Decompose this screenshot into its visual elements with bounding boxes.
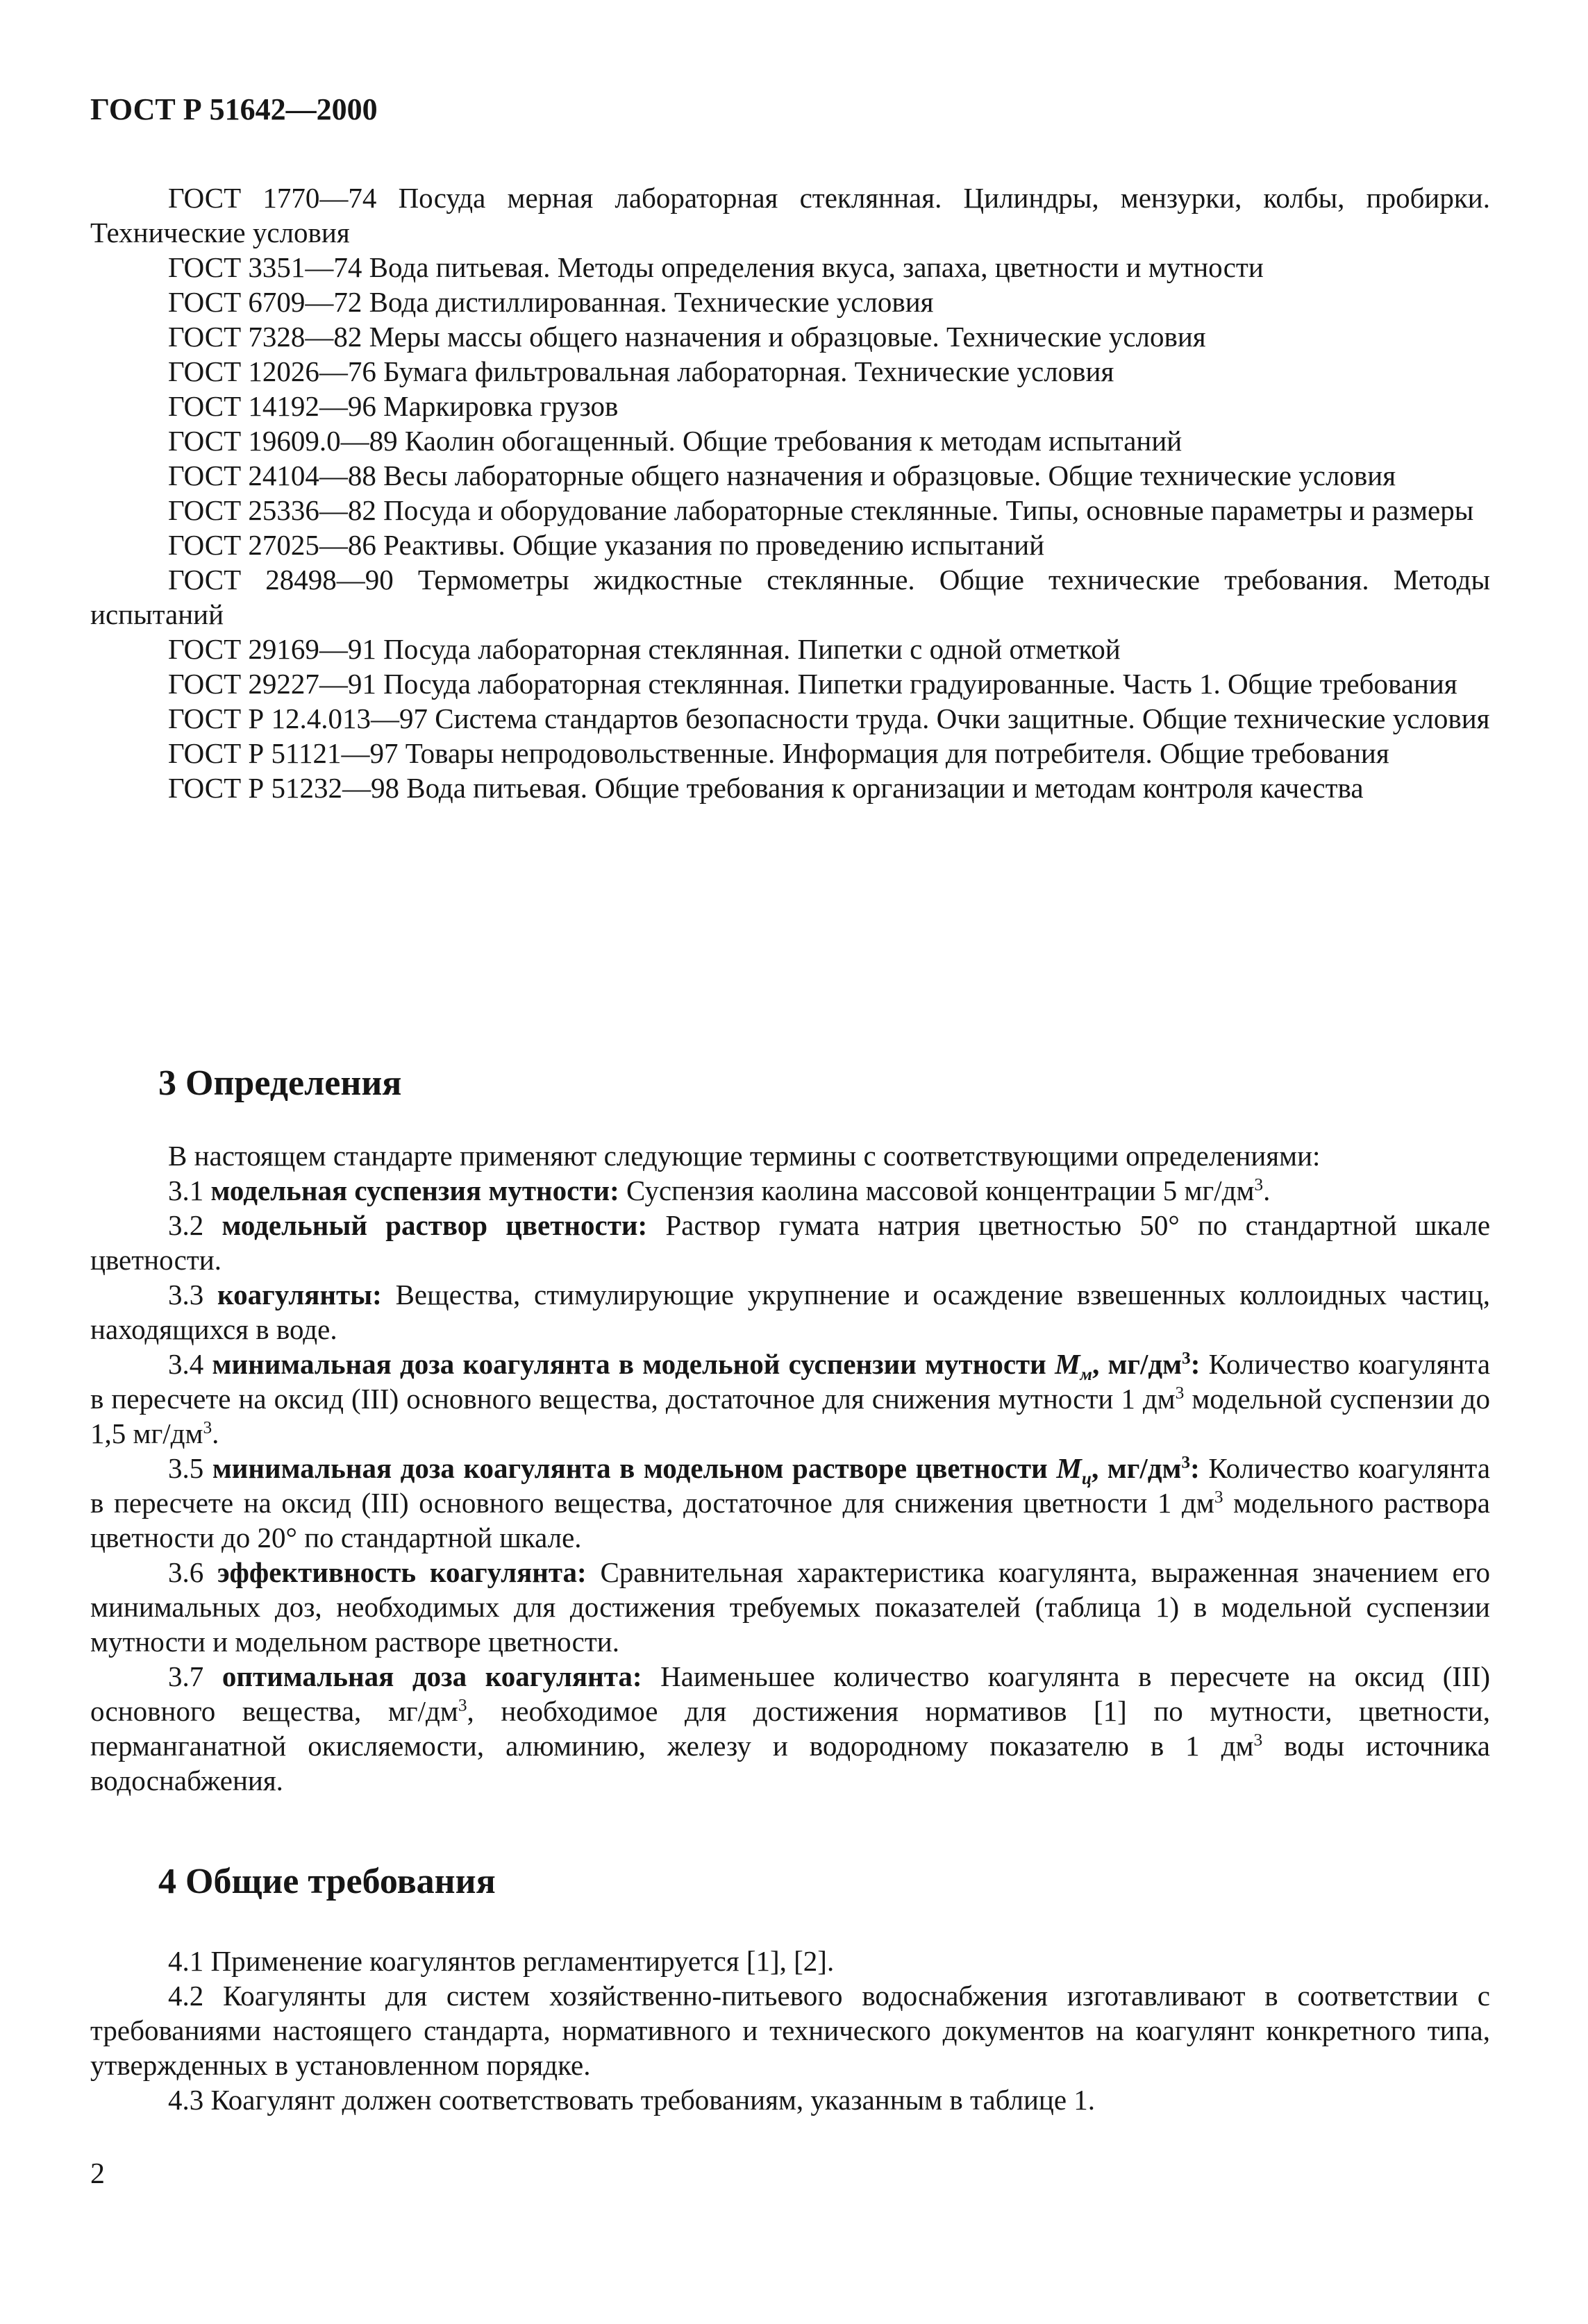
reference-item: ГОСТ 3351—74 Вода питьевая. Методы определения вкуса, запаха, цветности и мутности bbox=[168, 251, 1264, 283]
reference-item: ГОСТ 19609.0—89 Каолин обогащенный. Общие требования к методам испытаний bbox=[168, 425, 1182, 457]
symbol-subscript: ц bbox=[1081, 1469, 1092, 1489]
definition-term: модельная суспензия мутности: bbox=[210, 1174, 619, 1206]
superscript: 3 bbox=[203, 1417, 212, 1438]
symbol: М bbox=[1056, 1452, 1082, 1484]
definitions-intro: В настоящем стандарте применяют следующие термины с соответствующими определениями: bbox=[168, 1140, 1321, 1172]
normative-references-list bbox=[90, 180, 1490, 805]
requirement-item: 4.3 Коагулянт должен соответствовать требованиям, указанным в таблице 1. bbox=[168, 2084, 1096, 2116]
definition-text: Количество коагулянта в пересчете на оксид (III) основного вещества, достаточное для снижения цветности 1 дм bbox=[90, 1452, 1491, 1519]
requirements-section bbox=[90, 1944, 1490, 2117]
unit-label: , мг/дм bbox=[1091, 1452, 1182, 1484]
reference-item: ГОСТ 24104—88 Весы лабораторные общего назначения и образцовые. Общие технические условия bbox=[168, 460, 1396, 491]
definition-text: Сравнительная характеристика коагулянта, выраженная значением его минимальных доз, необходимых для достижения требуемых показателей (таблица 1) в модельной суспензии мутности и модельном растворе цветности. bbox=[90, 1556, 1490, 1658]
superscript: 3 bbox=[1182, 1348, 1191, 1368]
definitions-section bbox=[90, 1138, 1490, 1798]
definition-text: Наименьшее количество коагулянта в пересчете на оксид (III) основного вещества, мг/дм bbox=[90, 1660, 1490, 1727]
definition-text: Раствор гумата натрия цветностью 50° по стандартной шкале цветности. bbox=[90, 1209, 1491, 1276]
definition-term: коагулянты: bbox=[217, 1279, 382, 1311]
reference-item: ГОСТ 29227—91 Посуда лабораторная стеклянная. Пипетки градуированные. Часть 1. Общие требования bbox=[168, 668, 1457, 700]
reference-item: ГОСТ Р 51232—98 Вода питьевая. Общие требования к организации и методам контроля качества bbox=[168, 772, 1364, 804]
definition-number: 3.6 bbox=[168, 1556, 204, 1588]
definition-3-1 bbox=[90, 1173, 1490, 1208]
definition-3-5 bbox=[90, 1451, 1490, 1555]
symbol: М bbox=[1055, 1348, 1080, 1380]
superscript: 3 bbox=[1214, 1487, 1223, 1507]
unit-label: , мг/дм bbox=[1092, 1348, 1182, 1380]
page-number: 2 bbox=[90, 2158, 105, 2190]
unit-colon: : bbox=[1190, 1452, 1200, 1484]
definition-number: 3.1 bbox=[168, 1174, 204, 1206]
reference-item: ГОСТ 28498—90 Термометры жидкостные стеклянные. Общие технические требования. Методы испытаний bbox=[90, 564, 1490, 630]
reference-item: ГОСТ Р 12.4.013—97 Система стандартов безопасности труда. Очки защитные. Общие технические условия bbox=[168, 702, 1490, 734]
reference-item: ГОСТ 6709—72 Вода дистиллированная. Технические условия bbox=[168, 286, 934, 318]
definition-term: оптимальная доза коагулянта: bbox=[222, 1660, 642, 1692]
definition-number: 3.7 bbox=[168, 1660, 204, 1692]
reference-item: ГОСТ 29169—91 Посуда лабораторная стеклянная. Пипетки с одной отметкой bbox=[168, 633, 1121, 665]
superscript: 3 bbox=[1175, 1383, 1185, 1403]
definition-number: 3.5 bbox=[168, 1452, 204, 1484]
definition-number: 3.4 bbox=[168, 1348, 204, 1380]
definition-term: эффективность коагулянта: bbox=[217, 1556, 587, 1588]
definition-3-4 bbox=[90, 1347, 1490, 1451]
definition-text: , необходимое для достижения нормативов [1] по мутности, цветности, перманганатной окисляемости, алюминию, железу и водородному показателю в 1 дм bbox=[90, 1695, 1490, 1762]
definition-3-3 bbox=[90, 1277, 1490, 1347]
section-4-heading: 4 Общие требования bbox=[158, 1862, 496, 1901]
superscript: 3 bbox=[1181, 1452, 1191, 1472]
definition-term: минимальная доза коагулянта в модельной суспензии мутности bbox=[212, 1348, 1046, 1380]
requirement-item: 4.1 Применение коагулянтов регламентируется [1], [2]. bbox=[168, 1945, 835, 1977]
definition-term: минимальная доза коагулянта в модельном растворе цветности bbox=[212, 1452, 1048, 1484]
definition-text: модельной суспензии до 1,5 мг/дм bbox=[90, 1383, 1490, 1449]
reference-item: ГОСТ Р 51121—97 Товары непродовольственные. Информация для потребителя. Общие требования bbox=[168, 737, 1389, 769]
reference-item: ГОСТ 12026—76 Бумага фильтровальная лабораторная. Технические условия bbox=[168, 355, 1114, 387]
definition-text: Вещества, стимулирующие укрупнение и осаждение взвешенных коллоидных частиц, находящихся в воде. bbox=[90, 1279, 1491, 1345]
symbol-subscript: м bbox=[1080, 1365, 1092, 1385]
requirement-item: 4.2 Коагулянты для систем хозяйственно-питьевого водоснабжения изготавливают в соответствии с требованиями настоящего стандарта, нормативного и технического документов на коагулянт конкретного типа, утвержденных в установленном порядке. bbox=[90, 1980, 1490, 2081]
superscript: 3 bbox=[1254, 1174, 1264, 1195]
definition-number: 3.2 bbox=[168, 1209, 204, 1241]
definition-text: . bbox=[1263, 1174, 1271, 1206]
definition-text: . bbox=[212, 1417, 219, 1449]
unit-colon: : bbox=[1190, 1348, 1201, 1380]
document-header: ГОСТ Р 51642—2000 bbox=[90, 92, 378, 126]
definition-number: 3.3 bbox=[168, 1279, 204, 1311]
definition-text: модельного раствора цветности до 20° по стандартной шкале. bbox=[90, 1487, 1491, 1553]
reference-item: ГОСТ 7328—82 Меры массы общего назначения и образцовые. Технические условия bbox=[168, 321, 1206, 353]
reference-item: ГОСТ 1770—74 Посуда мерная лабораторная стеклянная. Цилиндры, мензурки, колбы, пробирки. Технические условия bbox=[90, 182, 1490, 249]
definition-term: модельный раствор цветности: bbox=[222, 1209, 648, 1241]
superscript: 3 bbox=[458, 1695, 467, 1715]
reference-item: ГОСТ 14192—96 Маркировка грузов bbox=[168, 390, 619, 422]
definition-3-2 bbox=[90, 1208, 1490, 1277]
reference-item: ГОСТ 25336—82 Посуда и оборудование лабораторные стеклянные. Типы, основные параметры и размеры bbox=[168, 494, 1474, 526]
definition-3-6 bbox=[90, 1555, 1490, 1659]
definition-text: воды источника водоснабжения. bbox=[90, 1730, 1490, 1796]
section-3-heading: 3 Определения bbox=[158, 1063, 402, 1103]
definition-text: Количество коагулянта в пересчете на оксид (III) основного вещества, достаточное для снижения мутности 1 дм bbox=[90, 1348, 1491, 1415]
reference-item: ГОСТ 27025—86 Реактивы. Общие указания по проведению испытаний bbox=[168, 529, 1045, 561]
definition-text: Суспензия каолина массовой концентрации 5 мг/дм bbox=[626, 1174, 1255, 1206]
definition-3-7 bbox=[90, 1659, 1490, 1798]
superscript: 3 bbox=[1253, 1730, 1263, 1750]
